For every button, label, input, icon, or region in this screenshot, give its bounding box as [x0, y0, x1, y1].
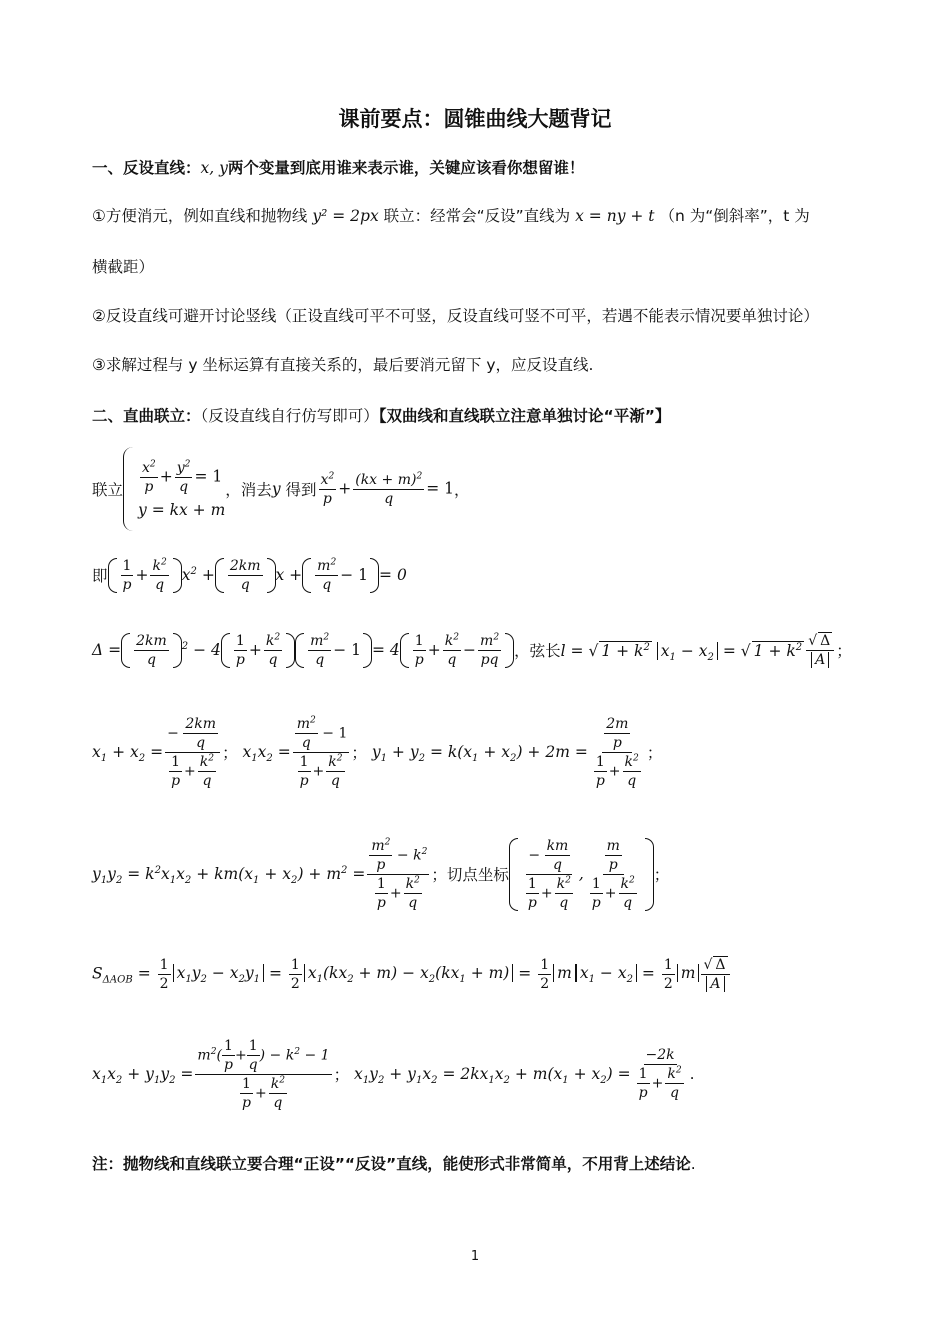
section2-heading: 二、直曲联立：（反设直线自行仿写即可）【双曲线和直线联立注意单独讨论“平渐”】	[92, 407, 671, 425]
triangle-area-formula: $S_{\Delta AOB}$ = $\frac{1}{2}$ $x_1y_2 - x_2y_1$ = $\frac{1}{2}$ $x_1(kx_2 + m) - x_2(kx_1 + m)$ = $\frac{1}{2}$ m $x_1 - x_2$ = $\frac{1}{2}$ m √ Δ A	[92, 944, 732, 1004]
section1-item3: ③求解过程与 y 坐标运算有直接关系的，最后要消元留下 y，应反设直线.	[92, 356, 594, 374]
equation-system: $\frac{x^2}{p}$ + $\frac{y^2}{q}$ = 1 y = kx + m	[123, 447, 225, 531]
product-and-tangent-point: $y_1y_2 = k^2x_1x_2 + km(x_1 + x_2) + m^2$ = $\frac{m^2}{p}$ − $k^2$ $\frac{1}{p}$ + $\frac{k^2}{q}$ ；切点坐标 − $\frac{km}{q}$ $\frac{1}{p}$ + $\frac{k^2}{q}$ , $\frac{m}{p}$ $\frac{1}{p}$ + $\frac{k^2}{q}$ ；	[92, 836, 670, 911]
section1-item1-cont: 横截距）	[92, 258, 155, 276]
page-title: 课前要点：圆锥曲线大题背记	[338, 107, 612, 131]
discriminant-formula: Δ = 2km q $^2$ − 4 1 p + $k^2$ q $m^2$ q − 1 = 4 1 p + $k^2$ q − $m^2$ pq ，弦长 l = √ $1 + k^2$ $x_1 - x_2$ = √ $1 + k^2$ √ Δ A ；	[92, 631, 852, 668]
brace-icon	[123, 447, 134, 531]
reverse-line-equation: x = ny + t	[575, 207, 655, 225]
parabola-equation: y² = 2px	[312, 207, 379, 225]
vieta-formulas: $x_1 + x_2$ = − $\frac{2km}{q}$ $\frac{1}{p}$ + $\frac{k^2}{q}$ ； $x_1x_2$ = $\frac{m^2}{q}$ − 1 $\frac{1}{p}$ + $\frac{k^2}{q}$ ； $y_1 + y_2 = k(x_1 + x_2) + 2m$ = $\frac{2m}{p}$ $\frac{1}{p}$ + $\frac{k^2}{q}$ ；	[92, 714, 663, 789]
heading-vars: x, y	[200, 159, 228, 177]
quadratic-equation: 即 1 p + $k^2$ q $x^2$ + 2km q x + $m^2$ q − 1 = 0	[92, 556, 407, 593]
section1-heading: 一、反设直线：x, y两个变量到底用谁来表示谁，关键应该看你想留谁！	[92, 159, 585, 177]
section1-item1: ①方便消元，例如直线和抛物线 y² = 2px 联立：经常会“反设”直线为 x = ny + t （n 为“倒斜率”，t 为	[92, 207, 810, 225]
page-number: 1	[470, 1249, 480, 1264]
dot-product-formulas: $x_1x_2 + y_1y_2$ = $m^2$( $\frac{1}{p}$ + $\frac{1}{q}$ ) − $k^2 - 1$ $\frac{1}{p}$ + $\frac{k^2}{q}$ ； $x_1y_2 + y_1x_2 = 2kx_1x_2 + m(x_1 + x_2)$ = −2k $\frac{1}{p}$ + $\frac{k^2}{q}$ .	[92, 1037, 695, 1111]
equation-system-row: 联立 $\frac{x^2}{p}$ + $\frac{y^2}{q}$ = 1 y = kx + m ，消去 y 得到 $\frac{x^2}{p}$ + $\frac{(kx + m)^2}{q}$ = 1 ，	[92, 444, 470, 534]
note: 注：抛物线和直线联立要合理“正设”“反设”直线，能使形式非常简单，不用背上述结论.	[92, 1155, 696, 1173]
section1-item2: ②反设直线可避开讨论竖线（正设直线可平不可竖，反设直线可竖不可平，若遇不能表示情况要单独讨论）	[92, 307, 819, 325]
